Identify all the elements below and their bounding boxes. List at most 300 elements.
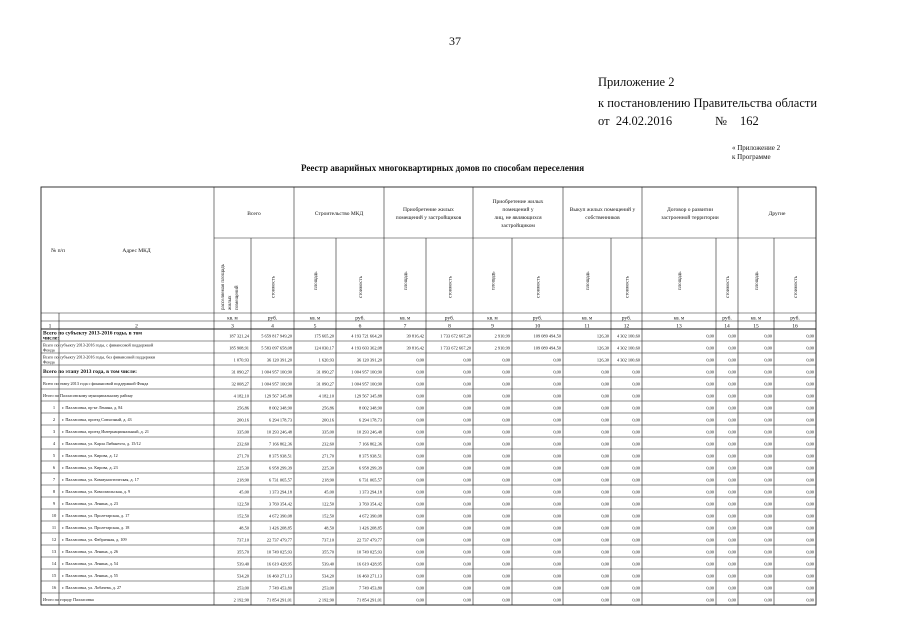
row-value: 0,00 — [601, 489, 609, 495]
row-value: 48,50 — [239, 525, 249, 531]
row-value: 7 749 453,80 — [268, 585, 292, 591]
row-value: 4 672 390,08 — [358, 513, 382, 519]
row-value: 0,00 — [416, 513, 424, 519]
row-value: 6 294 178,73 — [358, 417, 382, 423]
row-value: 0,00 — [764, 585, 772, 591]
column-number: 10 — [534, 323, 541, 330]
row-number: 12 — [51, 537, 57, 542]
row-value: 200,16 — [236, 417, 249, 423]
row-address: г. Палласовка, ул. Комсомольская, д. 9 — [62, 489, 131, 494]
row-value: 0,00 — [706, 453, 714, 459]
row-value: 0,00 — [502, 513, 510, 519]
row-value: 0,00 — [502, 465, 510, 471]
row-value: 45,00 — [324, 489, 334, 495]
row-value: 126,30 — [596, 345, 609, 351]
row-value: 0,00 — [728, 465, 736, 471]
column-number: 1 — [48, 323, 52, 330]
row-value: 0,00 — [601, 453, 609, 459]
row-value: 0,00 — [416, 477, 424, 483]
row-value: 0,00 — [601, 381, 609, 387]
unit-cost: руб. — [355, 315, 365, 322]
row-value: 0,00 — [728, 453, 736, 459]
row-value: 0,00 — [463, 561, 471, 567]
row-value: 0,00 — [601, 465, 609, 471]
row-value: 0,00 — [806, 465, 814, 471]
appendix-title: Приложение 2 — [598, 75, 675, 89]
column-number: 2 — [135, 323, 138, 330]
row-value: 0,00 — [463, 513, 471, 519]
row-value: 2 910,99 — [494, 345, 510, 351]
row-value: 187 321,24 — [229, 333, 249, 339]
sub-header-cost: стоимость — [448, 276, 454, 298]
row-value: 1 733 672 667,20 — [440, 333, 471, 339]
row-address: Всего по этапу 2013 года, в том числе: — [43, 369, 137, 375]
row-value: 1 620,93 — [318, 357, 334, 363]
row-value: 0,00 — [632, 453, 640, 459]
row-value: 31 090,27 — [231, 369, 249, 375]
row-value: 0,00 — [463, 537, 471, 543]
row-number: 4 — [52, 441, 56, 446]
row-address: г. Палласовка, ул. Ленина, д. 23 — [62, 501, 118, 506]
row-value: 0,00 — [463, 585, 471, 591]
row-value: 0,00 — [728, 537, 736, 543]
row-value: 0,00 — [553, 441, 561, 447]
row-value: 0,00 — [728, 333, 736, 339]
row-address: числе: — [43, 335, 60, 342]
row-value: 1 373 294,18 — [358, 489, 382, 495]
row-value: 0,00 — [728, 573, 736, 579]
row-value: 71 854 291,01 — [356, 597, 382, 603]
row-value: 0,00 — [764, 357, 772, 363]
row-value: 0,00 — [764, 453, 772, 459]
row-value: 152,50 — [236, 513, 249, 519]
row-value: 0,00 — [728, 393, 736, 399]
row-value: 0,00 — [632, 585, 640, 591]
row-value: 0,00 — [632, 537, 640, 543]
row-value: 16 460 271,13 — [266, 573, 292, 579]
row-value: 4 302 100,60 — [616, 345, 640, 351]
row-value: 0,00 — [706, 381, 714, 387]
row-value: 0,00 — [632, 465, 640, 471]
group-header-label: Строительство МКД — [314, 211, 364, 217]
row-value: 0,00 — [416, 561, 424, 567]
row-number: 10 — [51, 513, 57, 518]
row-value: 0,00 — [632, 513, 640, 519]
row-value: 0,00 — [706, 549, 714, 555]
row-value: 0,00 — [553, 489, 561, 495]
row-value: 0,00 — [764, 489, 772, 495]
row-value: 253,00 — [321, 585, 334, 591]
row-value: 4 193 603 362,08 — [351, 345, 382, 351]
group-header-label: Другие — [768, 211, 786, 217]
row-value: 16 460 271,13 — [356, 573, 382, 579]
group-header-label: Выкуп жилых помещений у — [569, 207, 636, 213]
row-value: 0,00 — [553, 357, 561, 363]
row-value: 0,00 — [764, 417, 772, 423]
row-value: 0,00 — [416, 441, 424, 447]
row-value: 0,00 — [553, 573, 561, 579]
row-value: 36 120 391,20 — [356, 357, 382, 363]
col-header-address: Адрес МКД — [122, 248, 151, 254]
row-value: 16 619 428,95 — [356, 561, 382, 567]
row-value: 0,00 — [502, 561, 510, 567]
row-value: 0,00 — [728, 369, 736, 375]
row-value: 0,00 — [502, 393, 510, 399]
row-address: Всего по субъекту 2013-2016 годы, в том — [43, 330, 142, 337]
row-value: 126,30 — [596, 357, 609, 363]
row-value: 0,00 — [632, 561, 640, 567]
row-value: 0,00 — [706, 405, 714, 411]
row-value: 0,00 — [728, 561, 736, 567]
row-value: 0,00 — [706, 333, 714, 339]
row-number: 5 — [52, 453, 56, 458]
unit-cost: руб. — [790, 315, 800, 322]
row-value: 335,00 — [236, 429, 249, 435]
row-value: 355,70 — [321, 549, 334, 555]
row-value: 0,00 — [502, 429, 510, 435]
row-value: 3 769 354,42 — [358, 501, 382, 507]
row-value: 218,90 — [321, 477, 334, 483]
sub-header-area: площадь — [491, 271, 497, 290]
row-value: 225,30 — [236, 465, 249, 471]
row-value: 0,00 — [632, 429, 640, 435]
row-value: 0,00 — [502, 417, 510, 423]
row-value: 6 731 065,57 — [358, 477, 382, 483]
row-value: 0,00 — [553, 381, 561, 387]
row-value: 0,00 — [764, 441, 772, 447]
column-number: 14 — [724, 323, 730, 330]
row-value: 45,00 — [239, 489, 249, 495]
row-value: 0,00 — [553, 465, 561, 471]
sub-header-cost: стоимость — [625, 276, 631, 298]
row-value: 6 731 065,57 — [268, 477, 292, 483]
unit-area: кв. м — [750, 316, 762, 322]
row-value: 129 567 345,88 — [264, 393, 292, 399]
group-header-label: Договор о развитии — [666, 207, 714, 213]
row-value: 0,00 — [601, 549, 609, 555]
row-value: 48,50 — [324, 525, 334, 531]
row-address: г. Палласовка, ул. Коммунистическая, д. 17 — [62, 477, 139, 482]
group-header-label: Приобретение жилых — [403, 207, 454, 213]
row-value: 0,00 — [764, 477, 772, 483]
row-address: Всего по этапу 2013 года с финансовой поддержкой Фонда — [43, 381, 149, 386]
row-value: 0,00 — [806, 369, 814, 375]
row-value: 0,00 — [632, 549, 640, 555]
column-number: 6 — [358, 323, 362, 330]
row-value: 122,50 — [321, 501, 334, 507]
column-number: 9 — [491, 323, 494, 330]
row-value: 22 737 479,77 — [356, 537, 382, 543]
row-value: 0,00 — [806, 441, 814, 447]
row-value: 0,00 — [601, 369, 609, 375]
row-value: 32 008,27 — [231, 381, 249, 387]
row-number: 3 — [52, 429, 56, 434]
row-value: 0,00 — [806, 453, 814, 459]
row-value: 0,00 — [806, 345, 814, 351]
row-value: 737,10 — [236, 537, 249, 543]
row-value: 0,00 — [502, 585, 510, 591]
row-address: Фонда — [43, 347, 55, 353]
row-address: г. Палласовка, проезд Интернациональный, д. 21 — [62, 429, 149, 434]
row-value: 31 090,27 — [316, 369, 334, 375]
row-value: 0,00 — [806, 549, 814, 555]
row-value: 0,00 — [416, 489, 424, 495]
row-value: 0,00 — [416, 393, 424, 399]
row-value: 0,00 — [463, 549, 471, 555]
row-value: 5 583 097 658,08 — [261, 345, 292, 351]
row-number: 16 — [51, 585, 57, 590]
unit-area: кв. м — [309, 316, 321, 322]
row-value: 0,00 — [706, 477, 714, 483]
sub-header-resettled-area: помещений — [235, 285, 240, 310]
row-value: 232,60 — [236, 441, 249, 447]
row-value: 0,00 — [706, 393, 714, 399]
row-value: 6 958 299,39 — [268, 465, 292, 471]
row-value: 6 294 178,73 — [268, 417, 292, 423]
row-value: 8 375 938,51 — [358, 453, 382, 459]
row-value: 0,00 — [502, 549, 510, 555]
row-value: 0,00 — [806, 597, 814, 603]
row-value: 8 375 938,51 — [268, 453, 292, 459]
row-address: Фонда — [43, 359, 55, 365]
row-value: 0,00 — [764, 549, 772, 555]
row-value: 0,00 — [601, 393, 609, 399]
row-address: г. Палласовка, проезд Совхозный, д. 43 — [62, 417, 132, 422]
row-value: 0,00 — [764, 561, 772, 567]
row-value: 0,00 — [601, 477, 609, 483]
row-value: 8 002 348,90 — [268, 405, 292, 411]
row-value: 0,00 — [728, 513, 736, 519]
row-value: 0,00 — [764, 429, 772, 435]
row-value: 0,00 — [502, 525, 510, 531]
row-value: 0,00 — [632, 501, 640, 507]
row-value: 7 166 862,36 — [358, 441, 382, 447]
row-address: Всего по субъекту 2013-2016 годы, с финансовой поддержкой — [43, 342, 154, 348]
unit-cost: руб. — [444, 315, 455, 322]
row-value: 0,00 — [502, 477, 510, 483]
row-value: 0,00 — [416, 549, 424, 555]
row-value: 0,00 — [463, 381, 471, 387]
row-value: 6 958 299,39 — [358, 465, 382, 471]
row-number: 8 — [52, 489, 56, 494]
row-value: 39 816,42 — [406, 333, 424, 339]
row-value: 4 182,10 — [318, 393, 334, 399]
row-value: 0,00 — [632, 393, 640, 399]
row-value: 0,00 — [463, 477, 471, 483]
row-value: 5 659 817 949,20 — [261, 333, 292, 339]
row-number: 6 — [52, 465, 56, 470]
row-value: 0,00 — [806, 417, 814, 423]
row-address: г. Палласовка, ул. Карла Либкнехта, д. 15/12 — [62, 441, 141, 446]
appendix-number: 162 — [740, 114, 759, 128]
row-value: 0,00 — [806, 525, 814, 531]
row-value: 0,00 — [632, 597, 640, 603]
unit-cost: руб. — [532, 315, 543, 322]
row-value: 0,00 — [601, 537, 609, 543]
row-value: 0,00 — [416, 585, 424, 591]
row-value: 0,00 — [728, 357, 736, 363]
row-value: 0,00 — [553, 453, 561, 459]
row-value: 0,00 — [728, 525, 736, 531]
row-value: 0,00 — [601, 429, 609, 435]
sub-header-cost: стоимость — [726, 276, 731, 298]
row-value: 1 070,93 — [233, 357, 249, 363]
row-value: 0,00 — [553, 585, 561, 591]
row-value: 7 749 453,80 — [358, 585, 382, 591]
row-value: 0,00 — [806, 405, 814, 411]
row-value: 0,00 — [632, 477, 640, 483]
row-value: 1 426 208,85 — [358, 525, 382, 531]
row-value: 0,00 — [416, 369, 424, 375]
row-value: 0,00 — [764, 345, 772, 351]
row-value: 0,00 — [632, 405, 640, 411]
row-value: 335,00 — [321, 429, 334, 435]
group-header-label: Всего — [247, 211, 261, 217]
unit-area: кв. м — [581, 316, 593, 322]
row-value: 0,00 — [632, 525, 640, 531]
row-value: 1 733 672 667,20 — [440, 345, 471, 351]
row-value: 0,00 — [553, 477, 561, 483]
row-value: 0,00 — [502, 573, 510, 579]
column-number: 16 — [792, 323, 798, 330]
row-value: 0,00 — [502, 441, 510, 447]
row-value: 0,00 — [463, 417, 471, 423]
row-value: 124 030,17 — [314, 345, 334, 351]
row-value: 0,00 — [416, 453, 424, 459]
row-value: 0,00 — [728, 477, 736, 483]
row-address: г. Палласовка, ул. Ленина, д. 26 — [62, 549, 118, 554]
row-address: Итого по городу Палласовка — [43, 597, 94, 602]
unit-cost: руб. — [621, 315, 632, 322]
program-note-line1: « Приложение 2 — [732, 144, 781, 152]
row-value: 0,00 — [502, 369, 510, 375]
row-value: 0,00 — [806, 561, 814, 567]
row-value: 7 166 862,36 — [268, 441, 292, 447]
row-value: 0,00 — [601, 501, 609, 507]
sub-header-cost: стоимость — [359, 276, 364, 298]
row-value: 0,00 — [502, 453, 510, 459]
row-number: 9 — [52, 501, 56, 506]
col-header-number: № п/п — [50, 248, 66, 254]
sub-header-area: площадь — [586, 271, 591, 290]
row-value: 152,50 — [321, 513, 334, 519]
row-number: 7 — [52, 477, 56, 482]
row-value: 0,00 — [463, 501, 471, 507]
group-header-label: собственников — [585, 215, 620, 221]
row-value: 200,16 — [321, 417, 334, 423]
row-value: 256,86 — [236, 405, 249, 411]
row-value: 1 373 294,18 — [268, 489, 292, 495]
row-value: 0,00 — [706, 585, 714, 591]
sub-header-area: площадь — [404, 271, 409, 290]
row-value: 0,00 — [553, 501, 561, 507]
row-value: 253,00 — [236, 585, 249, 591]
row-address: г. Палласовка, ул. Пролетарская, д. 18 — [62, 525, 130, 530]
row-value: 126,30 — [596, 333, 609, 339]
row-number: 11 — [51, 525, 57, 530]
group-header-label: застройщиком — [501, 223, 535, 229]
row-value: 0,00 — [806, 585, 814, 591]
row-value: 0,00 — [502, 501, 510, 507]
row-value: 0,00 — [632, 369, 640, 375]
row-value: 534,20 — [236, 573, 249, 579]
row-value: 4 193 721 664,20 — [351, 333, 382, 339]
row-value: 0,00 — [806, 513, 814, 519]
row-value: 0,00 — [553, 429, 561, 435]
row-address: Итого по Палласовскому муниципальному району — [43, 393, 133, 398]
row-value: 1 004 957 100,90 — [351, 381, 382, 387]
row-value: 0,00 — [728, 381, 736, 387]
row-address: г. Палласовка, ул. Кирова, д. 12 — [62, 453, 118, 458]
row-value: 0,00 — [463, 357, 471, 363]
column-number: 7 — [403, 323, 407, 330]
row-value: 2 910,99 — [494, 333, 510, 339]
row-value: 0,00 — [728, 345, 736, 351]
row-value: 0,00 — [463, 369, 471, 375]
row-value: 0,00 — [806, 537, 814, 543]
row-value: 0,00 — [601, 417, 609, 423]
row-value: 0,00 — [728, 405, 736, 411]
row-value: 175 665,20 — [314, 333, 334, 339]
row-value: 0,00 — [706, 417, 714, 423]
group-header-label: лиц, не являющихся — [494, 215, 542, 221]
row-value: 1 004 957 100,90 — [261, 381, 292, 387]
row-value: 4 302 100,60 — [616, 333, 640, 339]
row-value: 0,00 — [764, 597, 772, 603]
appendix-decree: к постановлению Правительства области — [598, 96, 818, 110]
row-value: 0,00 — [632, 441, 640, 447]
row-value: 0,00 — [632, 417, 640, 423]
row-value: 0,00 — [601, 585, 609, 591]
row-value: 0,00 — [706, 345, 714, 351]
row-value: 0,00 — [463, 441, 471, 447]
row-value: 0,00 — [553, 417, 561, 423]
row-value: 0,00 — [706, 573, 714, 579]
row-value: 0,00 — [463, 573, 471, 579]
row-address: г. Палласовка, ул. Лобачева, д. 27 — [62, 585, 122, 590]
row-value: 0,00 — [764, 333, 772, 339]
row-value: 271,70 — [321, 453, 334, 459]
row-value: 0,00 — [706, 489, 714, 495]
group-header-label: помещений у застройщиков — [395, 215, 462, 221]
sub-header-resettled-area: расселяемая площадь — [221, 264, 226, 310]
row-value: 31 090,27 — [316, 381, 334, 387]
appendix-date: 24.02.2016 — [615, 114, 673, 128]
sub-header-resettled-area: жилых — [228, 295, 233, 310]
row-value: 539,40 — [236, 561, 249, 567]
row-value: 0,00 — [463, 597, 471, 603]
row-value: 0,00 — [806, 429, 814, 435]
row-value: 0,00 — [728, 549, 736, 555]
column-number: 13 — [676, 323, 682, 330]
row-address: г. Палласовка, ул. Ленина, д. 55 — [62, 573, 118, 578]
row-value: 0,00 — [764, 465, 772, 471]
row-value: 0,00 — [706, 441, 714, 447]
row-value: 0,00 — [806, 573, 814, 579]
sub-header-area: площадь — [314, 271, 319, 290]
appendix-date-prefix: от — [598, 114, 610, 128]
row-value: 4 302 100,60 — [616, 357, 640, 363]
row-number: 2 — [52, 417, 56, 422]
group-header-label: помещений у — [502, 207, 534, 213]
page-number: 37 — [449, 34, 461, 48]
row-value: 185 908,91 — [229, 345, 249, 351]
row-value: 122,50 — [236, 501, 249, 507]
row-value: 0,00 — [764, 525, 772, 531]
row-value: 10 749 025,93 — [266, 549, 292, 555]
row-address: г. Палласовка, ул. Кирова, д. 23 — [62, 465, 118, 470]
row-value: 0,00 — [553, 405, 561, 411]
